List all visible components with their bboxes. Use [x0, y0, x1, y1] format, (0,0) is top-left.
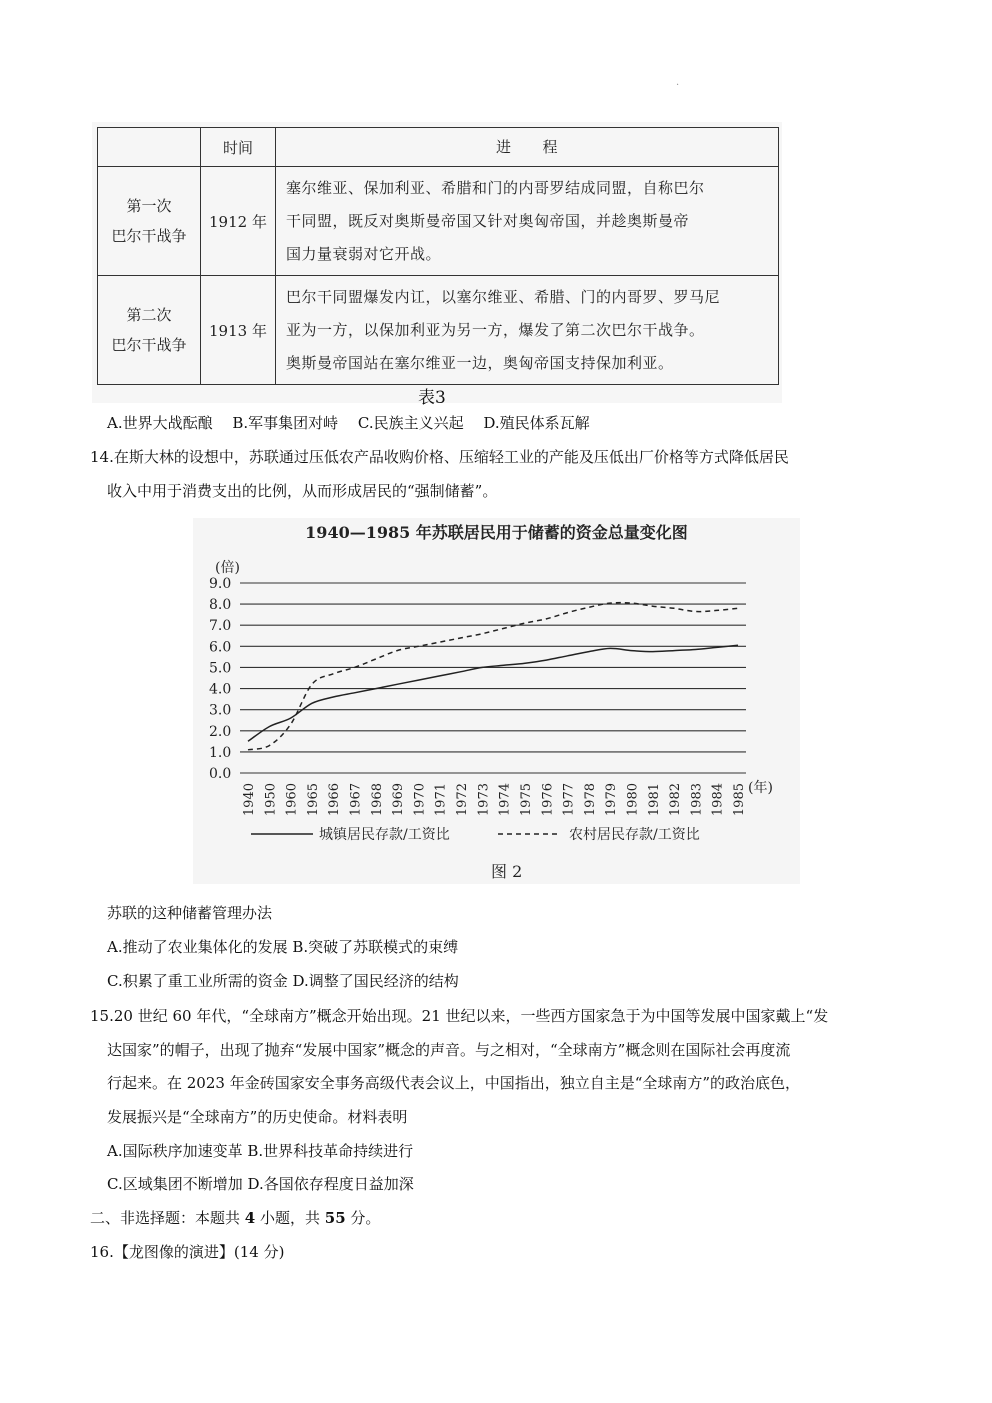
- q14-stem-line1: 14.在斯大林的设想中，苏联通过压低农产品收购价格、压缩轻工业的产能及压低出厂价格等方式降低居民: [90, 448, 789, 466]
- x-tick-label: 1979: [604, 783, 620, 817]
- process-line: 国力量衰弱对它开战。: [286, 244, 442, 263]
- q16-title: 16.【龙图像的演进】(14 分): [90, 1243, 285, 1261]
- war-name-line1: 第一次: [126, 197, 172, 215]
- x-tick-label: 1966: [327, 783, 343, 817]
- x-tick-label: 1972: [455, 783, 471, 817]
- war-name-line2: 巴尔干战争: [111, 227, 187, 245]
- process-line: 奥斯曼帝国站在塞尔维亚一边，奥匈帝国支持保加利亚。: [286, 353, 674, 372]
- y-tick-label: 2.0: [209, 723, 232, 740]
- y-tick-label: 4.0: [209, 681, 232, 698]
- x-tick-label: 1981: [646, 783, 662, 817]
- x-tick-label: 1971: [433, 783, 449, 817]
- war-name-line2: 巴尔干战争: [111, 336, 187, 354]
- x-tick-label: 1975: [518, 783, 534, 817]
- x-tick-label: 1960: [284, 783, 300, 817]
- y-tick-label: 1.0: [209, 744, 232, 761]
- y-tick-label: 7.0: [209, 618, 232, 635]
- section-2-mid: 小题，共: [255, 1209, 325, 1227]
- x-tick-label: 1968: [369, 783, 385, 817]
- x-tick-label: 1940: [242, 783, 257, 817]
- process-line: 巴尔干同盟爆发内讧，以塞尔维亚、希腊、门的内哥罗、罗马尼: [286, 287, 721, 306]
- section-2-prefix: 二、非选择题：本题共: [90, 1209, 245, 1227]
- q14-options-line2: C.积累了重工业所需的资金 D.调整了国民经济的结构: [107, 972, 459, 990]
- x-tick-label: 1967: [348, 783, 364, 817]
- table-3: [97, 127, 779, 385]
- q15-options-line1: A.国际秩序加速变革 B.世界科技革命持续进行: [107, 1142, 414, 1160]
- war-name-line1: 第二次: [126, 306, 172, 324]
- row-year: 1913 年: [201, 276, 276, 385]
- q15-line3: 行起来。在 2023 年金砖国家安全事务高级代表会议上，中国指出，独立自主是“全球南方”的政治底色，: [107, 1074, 801, 1092]
- x-tick-label: 1985: [732, 783, 747, 817]
- header-time: 时间: [201, 128, 276, 167]
- x-tick-label: 1976: [540, 783, 556, 817]
- q13-options: A.世界大战酝酿 B.军事集团对峙 C.民族主义兴起 D.殖民体系瓦解: [107, 414, 590, 432]
- y-tick-label: 6.0: [209, 639, 232, 656]
- x-tick-label: 1974: [497, 783, 513, 817]
- q15-options-line2: C.区域集团不断增加 D.各国依存程度日益加深: [107, 1175, 414, 1193]
- q15-line1: 15.20 世纪 60 年代，“全球南方”概念开始出现。21 世纪以来，一些西方国家急于为中国等发展中国家戴上“发: [90, 1007, 829, 1025]
- x-tick-label: 1950: [263, 783, 279, 817]
- chart-caption: 图 2: [491, 862, 523, 881]
- q15-line4: 发展振兴是“全球南方”的历史使命。材料表明: [107, 1108, 408, 1126]
- y-tick-label: 5.0: [209, 660, 232, 677]
- x-tick-label: 1983: [689, 783, 705, 817]
- x-axis-label: (年): [748, 780, 773, 796]
- process-line: 塞尔维亚、保加利亚、希腊和门的内哥罗结成同盟，自称巴尔: [286, 178, 705, 197]
- section-2-suffix: 分。: [345, 1209, 381, 1227]
- top-dot: ·: [676, 80, 680, 91]
- x-tick-label: 1970: [412, 783, 428, 817]
- section-2-score: 55: [324, 1209, 346, 1227]
- x-tick-label: 1969: [391, 783, 407, 817]
- header-empty: [98, 128, 201, 167]
- process-line: 干同盟，既反对奥斯曼帝国又针对奥匈帝国，并趁奥斯曼帝: [286, 211, 690, 230]
- urban-series-line: [248, 645, 738, 741]
- y-tick-label: 0.0: [209, 766, 232, 782]
- q14-options-line1: A.推动了农业集体化的发展 B.突破了苏联模式的束缚: [107, 938, 459, 956]
- x-tick-label: 1984: [710, 783, 726, 817]
- y-tick-label: 3.0: [209, 702, 232, 719]
- savings-line-chart: [193, 518, 800, 884]
- legend-urban-label: 城镇居民存款/工资比: [319, 827, 450, 843]
- row-year: 1912 年: [201, 167, 276, 276]
- y-axis-label: (倍): [215, 560, 240, 576]
- section-2-count: 4: [244, 1209, 256, 1227]
- row-process: [276, 167, 779, 276]
- table-row: [98, 167, 779, 276]
- chart-title: 1940—1985 年苏联居民用于储蓄的资金总量变化图: [305, 523, 688, 542]
- section-2-heading: [90, 1208, 380, 1228]
- x-tick-label: 1982: [668, 783, 684, 817]
- process-line: 亚为一方，以保加利亚为另一方，爆发了第二次巴尔干战争。: [286, 320, 705, 339]
- q14-stem-line2: 收入中用于消费支出的比例，从而形成居民的“强制储蓄”。: [107, 482, 498, 500]
- x-tick-label: 1977: [561, 783, 577, 817]
- q14-question: 苏联的这种储蓄管理办法: [107, 904, 273, 922]
- x-tick-label: 1978: [582, 783, 598, 817]
- x-tick-label: 1965: [305, 783, 321, 817]
- row-process: [276, 276, 779, 385]
- table-header-row: [98, 128, 779, 167]
- table-caption: 表3: [418, 388, 446, 408]
- x-tick-label: 1980: [625, 783, 641, 817]
- row-war-name: [98, 276, 201, 385]
- y-tick-label: 9.0: [209, 576, 232, 592]
- q15-line2: 达国家”的帽子，出现了抛弃“发展中国家”概念的声音。与之相对，“全球南方”概念则在国际社会再度流: [107, 1041, 791, 1059]
- y-tick-label: 8.0: [209, 597, 232, 614]
- row-war-name: [98, 167, 201, 276]
- header-process: 进 程: [276, 128, 779, 167]
- x-tick-label: 1973: [476, 783, 492, 817]
- legend-rural-label: 农村居民存款/工资比: [569, 827, 700, 843]
- table-row: [98, 276, 779, 385]
